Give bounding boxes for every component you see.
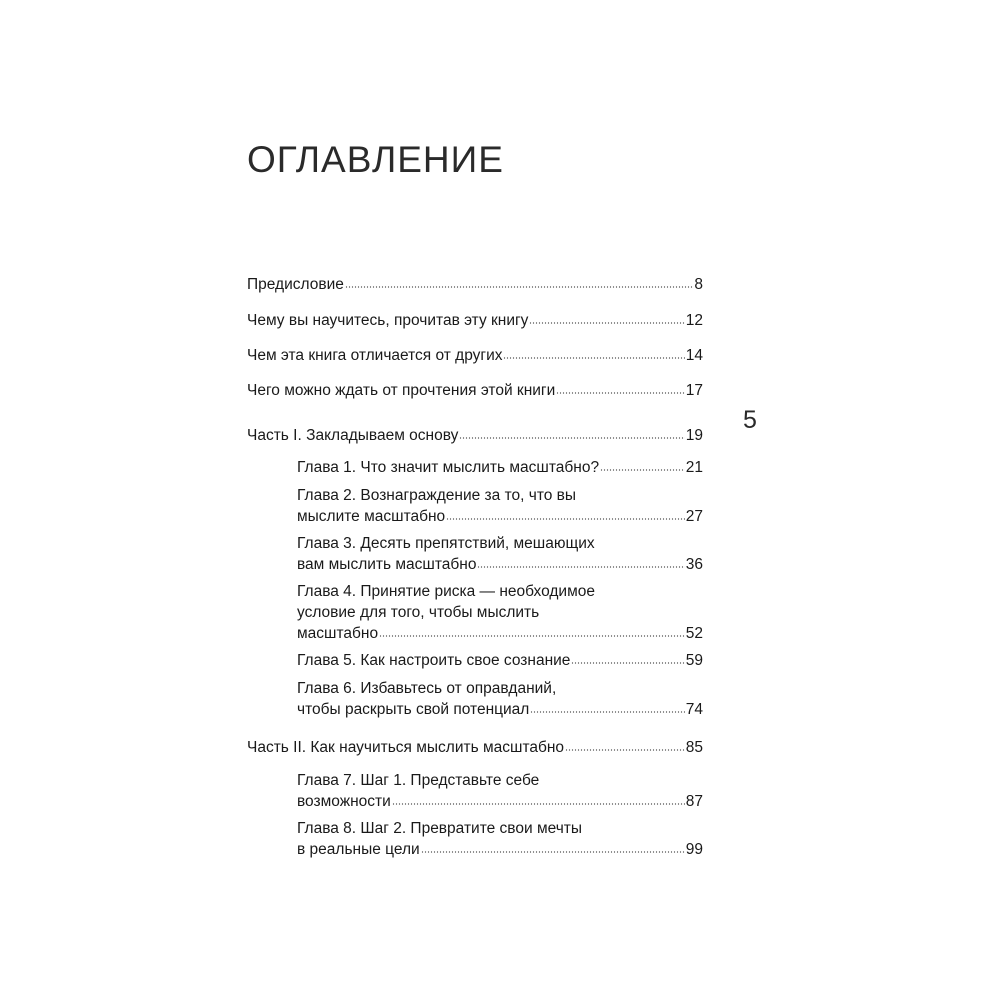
dot-leader xyxy=(571,662,684,664)
dot-leader xyxy=(565,749,685,751)
toc-entry-how-different xyxy=(247,345,703,366)
toc-entry-preface xyxy=(247,274,703,295)
dot-leader xyxy=(421,851,685,853)
dot-leader xyxy=(503,357,684,359)
dot-leader xyxy=(459,437,684,439)
toc-entry-title-line: условие для того, чтобы мыслить xyxy=(297,604,540,621)
toc-page-number: 27 xyxy=(685,508,703,525)
toc-page-number: 99 xyxy=(685,841,703,858)
toc-entry-title: в реальные цели xyxy=(297,841,420,858)
toc-entry-part-2 xyxy=(247,737,703,758)
toc-entry-chapter-1 xyxy=(297,457,703,478)
toc-entry-title-line: Глава 3. Десять препятствий, мешающих xyxy=(297,535,595,552)
toc-entry-title-line: Глава 4. Принятие риска — необходимое xyxy=(297,583,595,600)
toc-entry-part-1 xyxy=(247,425,703,446)
toc-entry-what-to-expect xyxy=(247,380,703,401)
toc-entry-title: Чему вы научитесь, прочитав эту книгу xyxy=(247,312,529,329)
toc-entry-title-line: Глава 8. Шаг 2. Превратите свои мечты xyxy=(297,820,583,837)
toc-entry-what-you-learn xyxy=(247,310,703,331)
toc-entry-chapter-7 xyxy=(297,770,703,812)
dot-leader xyxy=(345,286,694,288)
toc-page-number: 36 xyxy=(685,556,703,573)
toc-page-number: 12 xyxy=(685,312,703,329)
toc-entry-title-line: Глава 6. Избавьтесь от оправданий, xyxy=(297,680,557,697)
dot-leader xyxy=(379,635,685,637)
toc-entry-chapter-4 xyxy=(297,581,703,644)
toc-entry-chapter-3 xyxy=(297,533,703,575)
dot-leader xyxy=(530,711,684,713)
toc-entry-title: Глава 1. Что значит мыслить масштабно? xyxy=(297,459,600,476)
toc-page-number: 19 xyxy=(685,427,703,444)
toc-entry-title: Глава 5. Как настроить свое сознание xyxy=(297,652,571,669)
toc-entry-title: масштабно xyxy=(297,625,379,642)
toc-entry-chapter-2 xyxy=(297,485,703,527)
toc-entry-title: Часть II. Как научиться мыслить масштабно xyxy=(247,739,565,756)
toc-entry-title: чтобы раскрыть свой потенциал xyxy=(297,701,530,718)
toc-entry-chapter-6 xyxy=(297,678,703,720)
toc-entry-title: Чем эта книга отличается от других xyxy=(247,347,503,364)
toc-entry-chapter-8 xyxy=(297,818,703,860)
toc-entry-title-line: Глава 7. Шаг 1. Представьте себе xyxy=(297,772,540,789)
toc-entry-chapter-5 xyxy=(297,650,703,671)
toc-page-number: 85 xyxy=(685,739,703,756)
toc-page-number: 8 xyxy=(694,276,703,293)
toc-entry-title-line: Глава 2. Вознаграждение за то, что вы xyxy=(297,487,577,504)
toc-page-number: 74 xyxy=(685,701,703,718)
toc-entry-title: Предисловие xyxy=(247,276,344,293)
toc-page-number: 87 xyxy=(685,793,703,810)
toc-page-number: 17 xyxy=(685,382,703,399)
toc-page-number: 14 xyxy=(685,347,703,364)
dot-leader xyxy=(600,469,685,471)
toc-entry-title: Чего можно ждать от прочтения этой книги xyxy=(247,382,556,399)
toc-entry-title: возможности xyxy=(297,793,391,810)
toc-entry-title: Часть I. Закладываем основу xyxy=(247,427,459,444)
toc-page-number: 52 xyxy=(685,625,703,642)
dot-leader xyxy=(556,392,685,394)
dot-leader xyxy=(477,566,684,568)
page-title: ОГЛАВЛЕНИЕ xyxy=(247,139,504,180)
dot-leader xyxy=(446,518,685,520)
toc-entry-title: мыслите масштабно xyxy=(297,508,446,525)
dot-leader xyxy=(392,803,685,805)
dot-leader xyxy=(529,322,684,324)
toc-entry-title: вам мыслить масштабно xyxy=(297,556,477,573)
toc-page-number: 59 xyxy=(685,652,703,669)
toc-page-number: 21 xyxy=(685,459,703,476)
page-number: 5 xyxy=(743,406,757,434)
